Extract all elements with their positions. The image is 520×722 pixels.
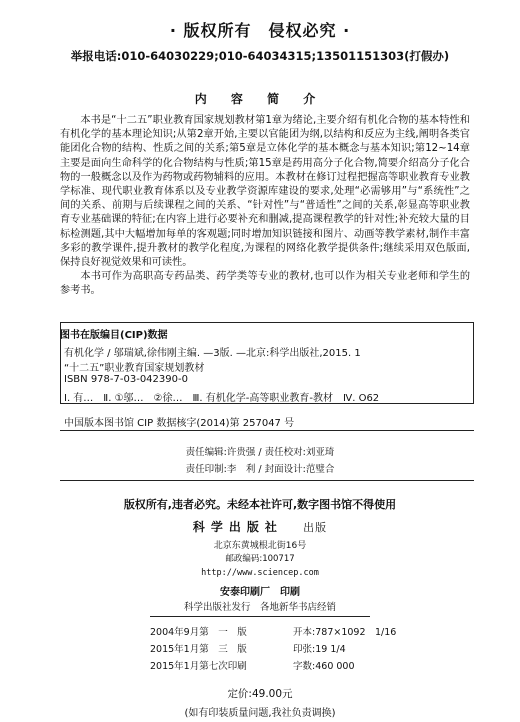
divider [150, 616, 370, 617]
cip-line: “十二五”职业教育国家规划教材 [64, 363, 205, 374]
publisher-address: 北京东黄城根北街16号 [213, 541, 307, 551]
cip-line: ISBN 978-7-03-042390-0 [64, 374, 188, 385]
rights-notice: 版权所有,违者必究。未经本社许可,数字图书馆不得使用 [123, 498, 397, 511]
return-note: (如有印装质量问题,我社负责调换) [184, 708, 336, 719]
copyright-title: · 版权所有 侵权必究 · [169, 21, 351, 40]
intro-body [60, 114, 470, 299]
format-info: 字数:460 000 [293, 661, 355, 672]
divider [60, 480, 474, 481]
publisher-website: http://www.sciencep.com [201, 568, 319, 578]
intro-paragraph: 本书可作为高职高专药品类、药学类等专业的教材,也可以作为相关专业老师和学生的参考书。 [60, 271, 470, 297]
print-info-row [150, 658, 355, 672]
price: 定价:49.00元 [227, 688, 293, 700]
intro-heading: 内 容 简 介 [194, 92, 326, 106]
publisher-postcode: 邮政编码:100717 [225, 554, 295, 564]
printer-line: 安泰印刷厂 印刷 [220, 587, 300, 598]
format-info: 开本:787×1092 1/16 [293, 627, 397, 638]
edition-info: 2015年1月第 三 版 [150, 644, 247, 655]
cip-line: Ⅰ. 有… Ⅱ. ①邬… ②徐… Ⅲ. 有机化学-高等职业教育-教材 Ⅳ. O62 [64, 393, 380, 404]
publisher-logo [0, 518, 520, 535]
cip-header: 图书在版编目(CIP)数据 [60, 330, 168, 341]
report-phone-line: 举报电话:010-64030229;010-64034315;13501151303(打假办) [70, 49, 450, 63]
distribution-line: 科学出版社发行 各地新华书店经销 [183, 602, 336, 613]
divider [60, 430, 474, 431]
production-credits: 责任印制:李 利 / 封面设计:范璧合 [185, 464, 335, 475]
format-info: 印张:19 1/4 [293, 644, 346, 655]
publisher-logo-suffix: 出版 [303, 521, 328, 534]
edition-info: 2004年9月第 一 版 [150, 627, 247, 638]
cip-number: 中国版本图书馆 CIP 数据核字(2014)第 257047 号 [64, 418, 295, 429]
intro-paragraph: 本书是“十二五”职业教育国家规划教材第1章为绪论,主要介绍有机化合物的基本特性和有机化学的基本理论知识;从第2章开始,主要以官能团为纲,以结构和反应为主线,阐明各类官能团化合物的结构、性质之间的关系;第5章是立体化学的基本概念与基本知识;第12~14章主要是面向生命科学的化合物结构与性质;第15章是药用高分子化合物,简要介绍高分子化合物的一般概念以及作为药物或药物辅料的应用。本教材在修订过程把握高等职业教育专业教学标准、现代职业教育体系以及专业教学资源库建设的要求,处理“必需够用”与“系统性”之间的关系、前期与后续课程之间的关系、“针对性”与“普适性”之间的关系,彰显高等职业教育专业基础课的特征;在内容上进行必要补充和删减,提高课程教学的针对性;补充较大量的目标检测题,其中大幅增加每单的客观题;同时增加知识链接和图片、动画等教学素材,制作丰富多彩的教学课件,提升教材的教学化程度,为课程的网络化教学提供条件;继续采用双色版面,保持良好视觉效果和可读性。 [60, 115, 470, 269]
print-info-row [150, 641, 346, 655]
publisher-logo-text: 科学出版社 [192, 520, 283, 534]
print-info-row [150, 624, 396, 638]
edition-info: 2015年1月第七次印刷 [150, 661, 247, 672]
editor-credits: 责任编辑:许贵强 / 责任校对:刘亚琦 [185, 447, 335, 458]
cip-line: 有机化学 / 邬瑞斌,徐伟刚主编. —3版. —北京:科学出版社,2015. 1 [64, 348, 361, 359]
